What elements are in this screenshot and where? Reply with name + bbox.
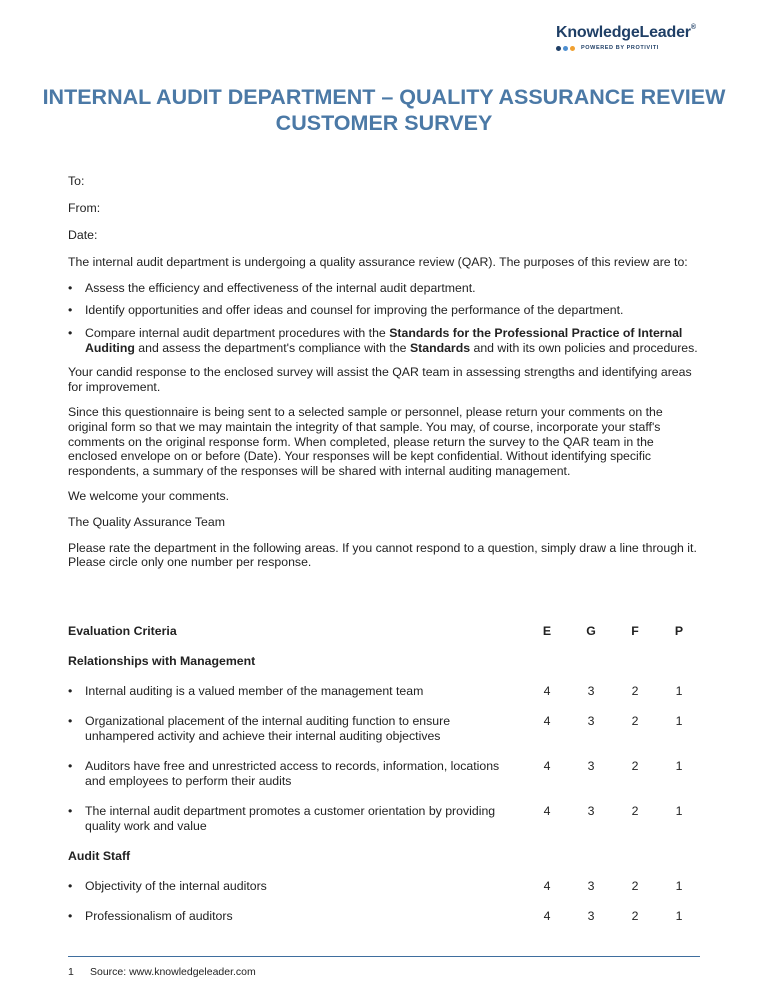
- rating-p[interactable]: 1: [675, 804, 683, 818]
- rating-g[interactable]: 3: [587, 879, 595, 893]
- criteria-text: Internal auditing is a valued member of the management team: [85, 684, 424, 698]
- logo-name: KnowledgeLeader®: [556, 24, 696, 41]
- rating-g[interactable]: 3: [587, 714, 595, 728]
- criteria-row: [68, 759, 700, 804]
- rating-g[interactable]: 3: [587, 804, 595, 818]
- bullet-icon: •: [68, 879, 73, 893]
- criteria-row: [68, 879, 700, 909]
- rating-f[interactable]: 2: [631, 909, 639, 923]
- bullet-icon: •: [68, 684, 73, 698]
- purpose-item: • Compare internal audit department procedures with the Standards for the Professional Practice of Internal Auditing and assess the department's compliance with the Standards and with its own policies and procedures.: [68, 326, 698, 355]
- purposes-list: [68, 281, 698, 355]
- rating-f[interactable]: 2: [631, 804, 639, 818]
- footer-source: Source: www.knowledgeleader.com: [90, 966, 256, 978]
- rating-e[interactable]: 4: [543, 714, 551, 728]
- rating-f[interactable]: 2: [631, 759, 639, 773]
- rating-e[interactable]: 4: [543, 879, 551, 893]
- rating-p[interactable]: 1: [675, 909, 683, 923]
- rating-e[interactable]: 4: [543, 804, 551, 818]
- document-title: INTERNAL AUDIT DEPARTMENT – QUALITY ASSURANCE REVIEW CUSTOMER SURVEY: [42, 85, 726, 135]
- page-number: 1: [68, 966, 74, 978]
- rating-e[interactable]: 4: [543, 909, 551, 923]
- criteria-row: [68, 804, 700, 849]
- criteria-text: Objectivity of the internal auditors: [85, 879, 267, 893]
- criteria-row: [68, 909, 700, 939]
- criteria-header: Evaluation Criteria: [68, 624, 177, 638]
- rating-header-f: F: [631, 624, 639, 638]
- logo-tagline-row: [556, 45, 716, 51]
- rating-instructions: Please rate the department in the following areas. If you cannot respond to a question, simply draw a line through it. Please circle only one number per response.: [68, 540, 697, 570]
- rating-e[interactable]: 4: [543, 684, 551, 698]
- knowledgeleader-logo: [556, 24, 716, 51]
- date-field-label: Date:: [68, 228, 98, 243]
- criteria-row: [68, 684, 700, 714]
- intro-paragraph: The internal audit department is undergoing a quality assurance review (QAR). The purposes of this review are to:: [68, 255, 688, 270]
- rating-g[interactable]: 3: [587, 684, 595, 698]
- logo-dot-icon: [556, 46, 561, 51]
- rating-p[interactable]: 1: [675, 879, 683, 893]
- section-heading: [68, 849, 700, 879]
- evaluation-table: [68, 624, 700, 939]
- section-heading: [68, 654, 700, 684]
- evaluation-header-row: [68, 624, 700, 654]
- rating-g[interactable]: 3: [587, 759, 595, 773]
- criteria-text: Organizational placement of the internal auditing function to ensure unhampered activity and achieve their internal auditing objectives: [85, 714, 451, 743]
- to-field-label: To:: [68, 174, 85, 188]
- bullet-icon: •: [68, 909, 73, 923]
- welcome-paragraph: We welcome your comments.: [68, 489, 230, 504]
- instructions-paragraph: Since this questionnaire is being sent to a selected sample or personnel, please return your comments on the original form so that we may maintain the integrity of that sample. You may, of course, incorporate your staff's comments on the original response form. When completed, please return the survey to the QAR team in the enclosed envelope on or before (Date). Your responses will be kept confidential. Without identifying specific respondents, a summary of the responses will be shared with internal auditing management.: [68, 405, 663, 478]
- criteria-text: Professionalism of auditors: [85, 909, 233, 923]
- rating-f[interactable]: 2: [631, 684, 639, 698]
- rating-e[interactable]: 4: [543, 759, 551, 773]
- rating-p[interactable]: 1: [675, 714, 683, 728]
- bullet-icon: •: [68, 804, 73, 818]
- bullet-icon: •: [68, 759, 73, 773]
- rating-p[interactable]: 1: [675, 759, 683, 773]
- signature-line: The Quality Assurance Team: [68, 515, 225, 529]
- logo-dot-icon: [570, 46, 575, 51]
- rating-header-p: P: [674, 624, 684, 638]
- rating-g[interactable]: 3: [587, 909, 595, 923]
- footer-divider: [68, 956, 700, 957]
- criteria-row: [68, 714, 700, 759]
- logo-tagline: POWERED BY PROTIVITI: [581, 45, 659, 51]
- page-footer: [68, 966, 256, 978]
- criteria-text: Auditors have free and unrestricted access to records, information, locations and employees to perform their audits: [85, 759, 500, 788]
- survey-intro: [68, 174, 698, 581]
- candid-response-paragraph: Your candid response to the enclosed survey will assist the QAR team in assessing strengths and identifying areas for improvement.: [68, 365, 692, 394]
- from-field-label: From:: [68, 201, 101, 216]
- criteria-text: The internal audit department promotes a customer orientation by providing quality work and value: [85, 804, 496, 833]
- section-relationships-with-management: Relationships with Management: [68, 654, 256, 668]
- rating-header-e: E: [542, 624, 552, 638]
- bullet-icon: •: [68, 714, 73, 728]
- purpose-item: • Assess the efficiency and effectiveness of the internal audit department.: [68, 281, 698, 296]
- rating-f[interactable]: 2: [631, 879, 639, 893]
- rating-header-g: G: [586, 624, 596, 638]
- logo-dot-icon: [563, 46, 568, 51]
- rating-p[interactable]: 1: [675, 684, 683, 698]
- rating-f[interactable]: 2: [631, 714, 639, 728]
- purpose-item: • Identify opportunities and offer ideas and counsel for improving the performance of the department.: [68, 303, 698, 318]
- section-audit-staff: Audit Staff: [68, 849, 131, 863]
